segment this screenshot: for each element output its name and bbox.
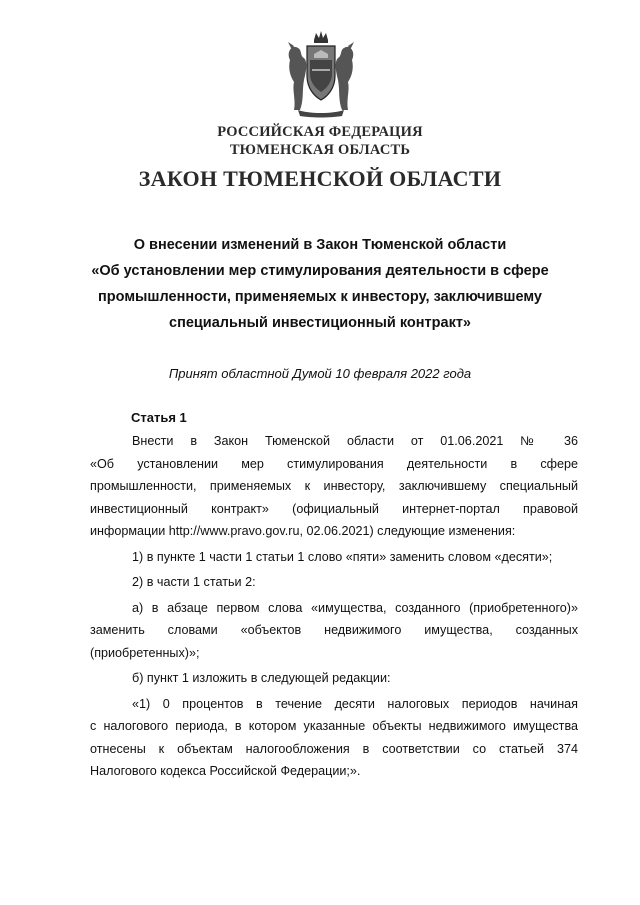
text-line: отнесены к объектам налогообложения в соответствии со статьей 374	[90, 741, 578, 756]
paragraph-item-2a	[90, 597, 578, 665]
article-body	[90, 430, 578, 783]
law-title	[90, 232, 550, 336]
paragraph-amendment-intro	[90, 430, 578, 543]
paragraph-new-wording	[90, 693, 578, 783]
title-line: промышленности, применяемых к инвестору, заключившему	[98, 289, 542, 305]
paragraph-item-2b: б) пункт 1 изложить в следующей редакции:	[132, 671, 391, 685]
title-line: О внесении изменений в Закон Тюменской области	[133, 237, 507, 253]
text-line: заменить словами «объектов недвижимого имущества, созданных	[90, 623, 578, 637]
region-heading: ТЮМЕНСКАЯ ОБЛАСТЬ	[229, 142, 411, 158]
country-heading: РОССИЙСКАЯ ФЕДЕРАЦИЯ	[217, 124, 423, 140]
text-line: «1) 0 процентов в течение десяти налоговых периодов начиная	[132, 696, 578, 711]
text-line: с налогового периода, в котором указанные объекты недвижимого имущества	[90, 719, 578, 733]
article-heading: Статья 1	[131, 410, 187, 425]
text-line: промышленности, применяемых к инвестору, заключившему специальный	[90, 479, 578, 493]
adoption-note: Принят областной Думой 10 февраля 2022 года	[168, 366, 472, 381]
text-line: инвестиционный контракт» (официальный интернет-портал правовой	[90, 501, 578, 516]
text-line: а) в абзаце первом слова «имущества, созданного (приобретенного)»	[132, 600, 578, 615]
title-line: специальный инвестиционный контракт»	[169, 315, 471, 331]
text-line: информации http://www.pravo.gov.ru, 02.06.2021) следующие изменения:	[90, 524, 516, 538]
text-line: «Об установлении мер стимулирования деятельности в сфере	[90, 456, 578, 471]
title-line: «Об установлении мер стимулирования деятельности в сфере	[91, 263, 549, 279]
text-line: Внести в Закон Тюменской области от 01.06.2021 № 36	[132, 434, 578, 448]
paragraph-item-1: 1) в пункте 1 части 1 статьи 1 слово «пяти» заменить словом «десяти»;	[132, 549, 553, 564]
text-line: Налогового кодекса Российской Федерации;».	[90, 764, 361, 778]
coat-of-arms-icon	[282, 30, 360, 118]
document-type-heading: ЗАКОН ТЮМЕНСКОЙ ОБЛАСТИ	[138, 166, 502, 191]
text-line: (приобретенных)»;	[90, 645, 200, 660]
paragraph-item-2: 2) в части 1 статьи 2:	[132, 575, 256, 589]
